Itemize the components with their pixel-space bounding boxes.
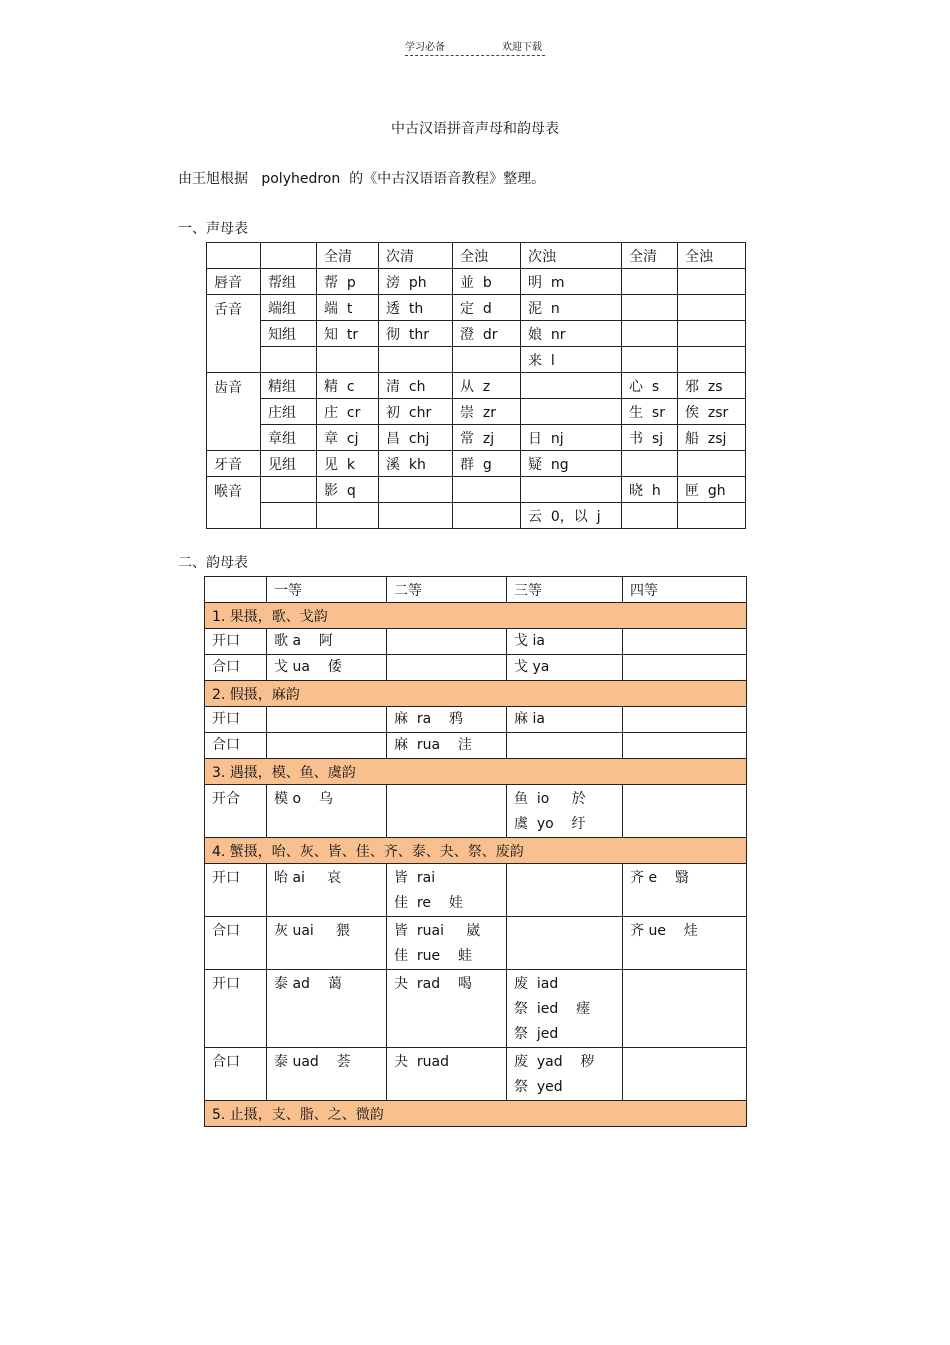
mouth-type-cell: [205, 629, 267, 655]
rhyme-group-title: 4. 蟹摄，咍、灰、皆、佳、齐、泰、夬、祭、废韵: [205, 838, 747, 864]
final-cell: [387, 917, 507, 970]
final-line: [630, 1050, 746, 1075]
initial-cell: 群 g: [453, 451, 521, 477]
rhyme-group-band: [205, 759, 747, 785]
final-cell: [267, 655, 387, 681]
place-cell: 唇音: [207, 269, 261, 295]
final-cell: [507, 1048, 623, 1101]
final-line: 开口: [212, 976, 240, 992]
final-line: 佳 rue 蛙: [394, 948, 472, 964]
initials-header-cell: [207, 243, 261, 269]
final-line: 戈 ya: [514, 659, 550, 675]
initial-cell: 溪 kh: [379, 451, 453, 477]
final-cell: [507, 629, 623, 655]
finals-row: [205, 864, 747, 917]
initial-cell: [261, 347, 317, 373]
initial-cell: 云 0，以 j: [521, 503, 622, 529]
final-line: 开口: [212, 870, 240, 886]
final-cell: [623, 707, 747, 733]
final-cell: [387, 864, 507, 917]
finals-row: [205, 785, 747, 838]
finals-row: [205, 655, 747, 681]
final-cell: [623, 629, 747, 655]
finals-row: [205, 970, 747, 1048]
initial-cell: 见 k: [317, 451, 379, 477]
final-line: [274, 707, 386, 732]
initial-cell: 从 z: [453, 373, 521, 399]
final-line: [630, 972, 746, 997]
final-cell: [623, 970, 747, 1048]
initial-cell: 帮组: [261, 269, 317, 295]
final-cell: [623, 655, 747, 681]
initial-cell: 俟 zsr: [678, 399, 746, 425]
final-line: [394, 787, 506, 812]
finals-header-row: [205, 577, 747, 603]
initial-cell: 常 zj: [453, 425, 521, 451]
initial-cell: 透 th: [379, 295, 453, 321]
rhyme-group-title: 1. 果摄，歌、戈韵: [205, 603, 747, 629]
place-cell: 牙音: [207, 451, 261, 477]
initial-cell: 船 zsj: [678, 425, 746, 451]
initial-cell: [622, 451, 678, 477]
initial-cell: [622, 347, 678, 373]
initial-cell: 晓 h: [622, 477, 678, 503]
final-line: 麻 ra 鸦: [394, 711, 464, 727]
final-cell: [267, 733, 387, 759]
initial-cell: 精 c: [317, 373, 379, 399]
initials-row: [207, 269, 746, 295]
initial-cell: 影 q: [317, 477, 379, 503]
final-cell: [267, 629, 387, 655]
initial-cell: 清 ch: [379, 373, 453, 399]
initials-row: [207, 373, 746, 399]
final-line: 夬 ruad: [394, 1054, 449, 1070]
mouth-type-cell: [205, 917, 267, 970]
mouth-type-cell: [205, 733, 267, 759]
final-line: 鱼 io 於: [514, 791, 586, 807]
initial-cell: 来 l: [521, 347, 622, 373]
final-cell: [507, 970, 623, 1048]
final-cell: [623, 917, 747, 970]
mouth-type-cell: [205, 707, 267, 733]
final-line: 祭 yed: [514, 1079, 563, 1095]
rhyme-group-band: [205, 603, 747, 629]
initials-row: [207, 295, 746, 321]
initial-cell: 昌 chj: [379, 425, 453, 451]
mouth-type-cell: [205, 864, 267, 917]
place-cell: 舌音: [207, 295, 261, 373]
initial-cell: 並 b: [453, 269, 521, 295]
initial-cell: [261, 503, 317, 529]
final-line: 祭 ied 瘗: [514, 1001, 591, 1017]
initials-header-cell: 次清: [379, 243, 453, 269]
initials-header-cell: [261, 243, 317, 269]
final-line: 齐 e 翳: [630, 870, 689, 886]
final-cell: [387, 970, 507, 1048]
initial-cell: [521, 373, 622, 399]
initial-cell: [521, 399, 622, 425]
final-cell: [623, 1048, 747, 1101]
initial-cell: [622, 295, 678, 321]
final-line: [274, 733, 386, 758]
initial-cell: [622, 321, 678, 347]
final-line: 开口: [212, 711, 240, 727]
initial-cell: [622, 503, 678, 529]
place-cell: 齿音: [207, 373, 261, 451]
final-line: 合口: [212, 737, 240, 753]
final-line: 咍 ai 哀: [274, 870, 342, 886]
initial-cell: 精组: [261, 373, 317, 399]
initial-cell: [453, 503, 521, 529]
final-cell: [267, 864, 387, 917]
initial-cell: 书 sj: [622, 425, 678, 451]
final-line: 合口: [212, 923, 240, 939]
mouth-type-cell: [205, 970, 267, 1048]
initial-cell: 娘 nr: [521, 321, 622, 347]
initial-cell: [379, 477, 453, 503]
final-cell: [507, 655, 623, 681]
initial-cell: [678, 347, 746, 373]
final-line: 皆 ruai 崴: [394, 923, 481, 939]
initial-cell: 定 d: [453, 295, 521, 321]
final-line: 戈 ia: [514, 633, 545, 649]
initials-row: [207, 451, 746, 477]
initial-cell: 端组: [261, 295, 317, 321]
mouth-type-cell: [205, 1048, 267, 1101]
header-rule: [405, 55, 545, 56]
final-cell: [623, 733, 747, 759]
initials-row: [207, 503, 746, 529]
final-cell: [507, 707, 623, 733]
initial-cell: 心 s: [622, 373, 678, 399]
initial-cell: 庄 cr: [317, 399, 379, 425]
final-cell: [387, 629, 507, 655]
initials-row: [207, 477, 746, 503]
initial-cell: [379, 503, 453, 529]
final-line: 开合: [212, 791, 240, 807]
initial-cell: [678, 295, 746, 321]
finals-header-cell: 二等: [387, 577, 507, 603]
final-cell: [387, 733, 507, 759]
final-line: [514, 866, 622, 891]
initials-table: [206, 242, 746, 529]
finals-row: [205, 733, 747, 759]
final-cell: [507, 864, 623, 917]
final-cell: [387, 1048, 507, 1101]
final-line: 灰 uai 猥: [274, 923, 351, 939]
initial-cell: [678, 269, 746, 295]
mouth-type-cell: [205, 655, 267, 681]
initial-cell: 庄组: [261, 399, 317, 425]
rhyme-group-band: [205, 1101, 747, 1127]
rhyme-group-band: [205, 681, 747, 707]
final-line: 戈 ua 倭: [274, 659, 342, 675]
final-cell: [623, 864, 747, 917]
initial-cell: 章 cj: [317, 425, 379, 451]
final-line: 齐 ue 烓: [630, 923, 698, 939]
finals-header-cell: 一等: [267, 577, 387, 603]
final-line: 模 o 乌: [274, 791, 333, 807]
initial-cell: 疑 ng: [521, 451, 622, 477]
final-line: 虞 yo 纡: [514, 816, 586, 832]
initial-cell: [317, 503, 379, 529]
initial-cell: 端 t: [317, 295, 379, 321]
finals-row: [205, 629, 747, 655]
final-cell: [387, 655, 507, 681]
final-line: 泰 uad 荟: [274, 1054, 351, 1070]
initial-cell: [678, 321, 746, 347]
initial-cell: 明 m: [521, 269, 622, 295]
initials-header-cell: 全清: [317, 243, 379, 269]
initial-cell: 邪 zs: [678, 373, 746, 399]
initial-cell: [453, 477, 521, 503]
rhyme-group-title: 2. 假摄，麻韵: [205, 681, 747, 707]
final-line: 皆 rai: [394, 870, 436, 886]
finals-header-cell: 三等: [507, 577, 623, 603]
initial-cell: 滂 ph: [379, 269, 453, 295]
initial-cell: [261, 477, 317, 503]
initial-cell: [521, 477, 622, 503]
final-line: 麻 rua 洼: [394, 737, 472, 753]
initials-row: [207, 347, 746, 373]
final-line: 合口: [212, 1054, 240, 1070]
finals-row: [205, 917, 747, 970]
final-cell: [267, 970, 387, 1048]
initial-cell: 澄 dr: [453, 321, 521, 347]
initial-cell: 见组: [261, 451, 317, 477]
rhyme-group-band: [205, 838, 747, 864]
finals-row: [205, 1048, 747, 1101]
finals-heading: 二、韵母表: [178, 555, 248, 571]
initial-cell: 崇 zr: [453, 399, 521, 425]
final-line: 祭 jed: [514, 1026, 559, 1042]
finals-table: [204, 576, 747, 1127]
final-cell: [507, 785, 623, 838]
initial-cell: 初 chr: [379, 399, 453, 425]
final-cell: [507, 733, 623, 759]
final-line: [630, 787, 746, 812]
final-line: [630, 629, 746, 654]
rhyme-group-title: 5. 止摄，支、脂、之、微韵: [205, 1101, 747, 1127]
final-line: 废 yad 秽: [514, 1054, 595, 1070]
initial-cell: [678, 451, 746, 477]
page-title: 中古汉语拼音声母和韵母表: [391, 121, 559, 137]
final-cell: [623, 785, 747, 838]
final-line: 歌 a 阿: [274, 633, 333, 649]
initial-cell: 泥 n: [521, 295, 622, 321]
initial-cell: 章组: [261, 425, 317, 451]
header-left-text: 学习必备: [405, 42, 445, 53]
final-cell: [267, 1048, 387, 1101]
final-line: [514, 733, 622, 758]
final-line: 泰 ad 蔼: [274, 976, 342, 992]
initials-header-cell: 全浊: [453, 243, 521, 269]
header-right-text: 欢迎下载: [502, 42, 542, 53]
final-line: [630, 707, 746, 732]
initials-header-cell: 次浊: [521, 243, 622, 269]
final-line: 废 iad: [514, 976, 559, 992]
mouth-type-cell: [205, 785, 267, 838]
final-line: 开口: [212, 633, 240, 649]
rhyme-group-title: 3. 遇摄，模、鱼、虞韵: [205, 759, 747, 785]
initials-header-cell: 全清: [622, 243, 678, 269]
initials-heading: 一、声母表: [178, 221, 248, 237]
final-cell: [387, 707, 507, 733]
initial-cell: [379, 347, 453, 373]
initial-cell: 知 tr: [317, 321, 379, 347]
initial-cell: [678, 503, 746, 529]
final-line: 佳 re 娃: [394, 895, 463, 911]
initial-cell: 日 nj: [521, 425, 622, 451]
finals-row: [205, 707, 747, 733]
final-line: [514, 919, 622, 944]
initials-header-cell: 全浊: [678, 243, 746, 269]
initials-header-row: [207, 243, 746, 269]
initial-cell: [453, 347, 521, 373]
initial-cell: 生 sr: [622, 399, 678, 425]
initial-cell: 帮 p: [317, 269, 379, 295]
initial-cell: 匣 gh: [678, 477, 746, 503]
initials-row: [207, 425, 746, 451]
place-cell: 喉音: [207, 477, 261, 529]
final-line: [630, 655, 746, 680]
finals-header-cell: [205, 577, 267, 603]
initial-cell: [317, 347, 379, 373]
final-line: 夬 rad 喝: [394, 976, 472, 992]
final-cell: [267, 785, 387, 838]
final-cell: [507, 917, 623, 970]
initial-cell: [622, 269, 678, 295]
final-line: [630, 733, 746, 758]
final-line: 合口: [212, 659, 240, 675]
final-cell: [387, 785, 507, 838]
final-line: 麻 ia: [514, 711, 545, 727]
initials-row: [207, 399, 746, 425]
initials-row: [207, 321, 746, 347]
initial-cell: 彻 thr: [379, 321, 453, 347]
finals-header-cell: 四等: [623, 577, 747, 603]
final-line: [394, 629, 506, 654]
final-line: [394, 655, 506, 680]
intro-text: 由王旭根据 polyhedron 的《中古汉语语音教程》整理。: [178, 171, 546, 187]
initial-cell: 知组: [261, 321, 317, 347]
final-cell: [267, 707, 387, 733]
final-cell: [267, 917, 387, 970]
